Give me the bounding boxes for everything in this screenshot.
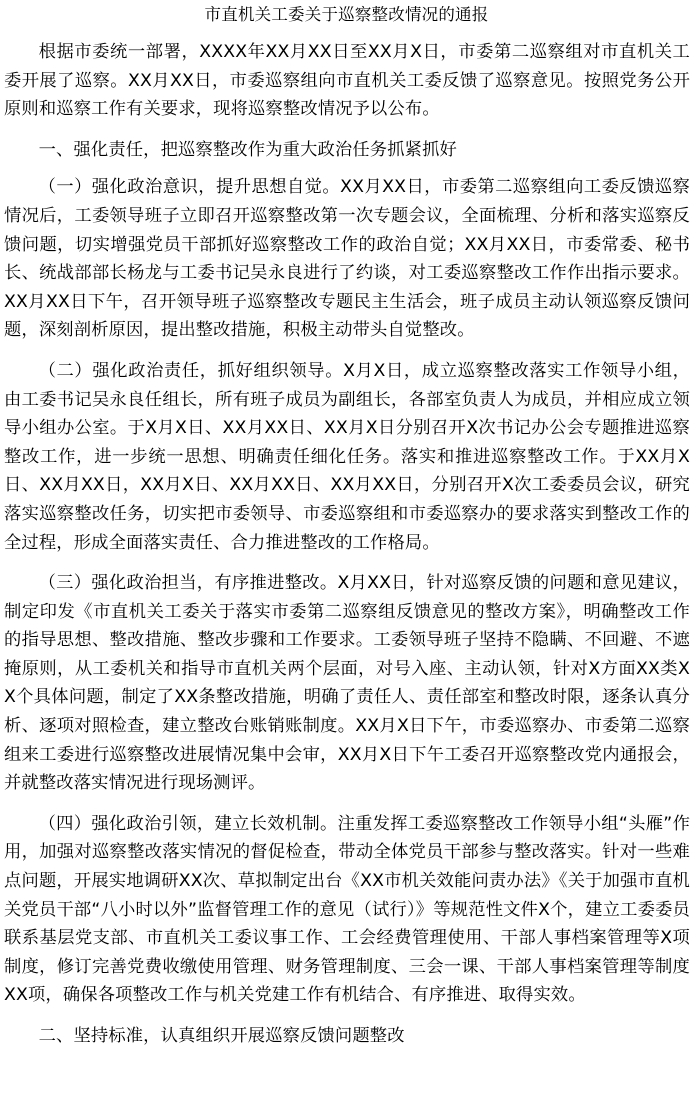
section-heading-1: 一、强化责任，把巡察整改作为重大政治任务抓紧抓好 [38,139,457,160]
paragraph-long-term-mechanism: （四）强化政治引领，建立长效机制。注重发挥工委巡察整改工作领导小组“头雁”作用，加强对巡察整改落实情况的督促检查，带动全体党员干部参与整改落实。针对一些难点问题，开展实地调研XX次、草拟制定出台《XX市机关效能问责办法》《关于加强市直机关党员干部“八小时以外”监督管理工作的意见（试行）》等规范性文件X个，建立工委委员联系基层党支部、市直机关工委议事工作、工会经费管理使用、干部人事档案管理等X项制度，修订完善党费收缴使用管理、财务管理制度、三会一课、干部人事档案管理等制度XX项，确保各项整改工作与机关党建工作有机结合、有序推进、取得实效。 [4,813,690,1006]
document-title: 市直机关工委关于巡察整改情况的通报 [204,5,489,24]
document-body [4,38,690,1060]
paragraph-political-responsibility: （二）强化政治责任，抓好组织领导。X月X日，成立巡察整改落实工作领导小组，由工委书记吴永良任组长，所有班子成员为副组长，各部室负责人为成员，并相应成立领导小组办公室。于X月X日、XX月XX日、XX月X日分别召开X次书记办公会专题推进巡察整改工作，进一步统一思想、明确责任细化任务。落实和推进巡察整改工作。于XX月X日、XX月XX日，XX月X日、XX月XX日、XX月XX日，分别召开X次工委委员会议，研究落实巡察整改任务，切实把市委领导、市委巡察组和市委巡察办的要求落实到整改工作的全过程，形成全面落实责任、合力推进整改的工作格局。 [4,360,690,553]
paragraph-political-commitment: （三）强化政治担当，有序推进整改。X月XX日，针对巡察反馈的问题和意见建议，制定印发《市直机关工委关于落实市委第二巡察组反馈意见的整改方案》，明确整改工作的指导思想、整改措施、整改步骤和工作要求。工委领导班子坚持不隐瞒、不回避、不遮掩原则，从工委机关和指导市直机关两个层面，对号入座、主动认领，针对X方面XX类XX个具体问题，制定了XX条整改措施，明确了责任人、责任部室和整改时限，逐条认真分析、逐项对照检查，建立整改台账销账制度。XX月X日下午，市委巡察办、市委第二巡察组来工委进行巡察整改进展情况集中会审，XX月X日下午工委召开巡察整改党内通报会，并就整改落实情况进行现场测评。 [4,573,690,794]
intro-paragraph: 根据市委统一部署，XXXX年XX月XX日至XX月X日，市委第二巡察组对市直机关工委开展了巡察。XX月XX日，市委巡察组向市直机关工委反馈了巡察意见。按照党务公开原则和巡察工作有关要求，现将巡察整改情况予以公布。 [4,42,690,120]
section-heading-2: 二、坚持标准，认真组织开展巡察反馈问题整改 [38,1026,405,1046]
paragraph-political-awareness: （一）强化政治意识，提升思想自觉。XX月XX日，市委第二巡察组向工委反馈巡察情况后，工委领导班子立即召开巡察整改第一次专题会议，全面梳理、分析和落实巡察反馈问题，切实增强党员干部抓好巡察整改工作的政治自觉；XX月XX日，市委常委、秘书长、统战部部长杨龙与工委书记吴永良进行了约谈，对工委巡察整改工作作出指示要求。XX月XX日下午，召开领导班子巡察整改专题民主生活会，班子成员主动认领巡察反馈问题，深刻剖析原因，提出整改措施，积极主动带头自觉整改。 [4,177,690,341]
